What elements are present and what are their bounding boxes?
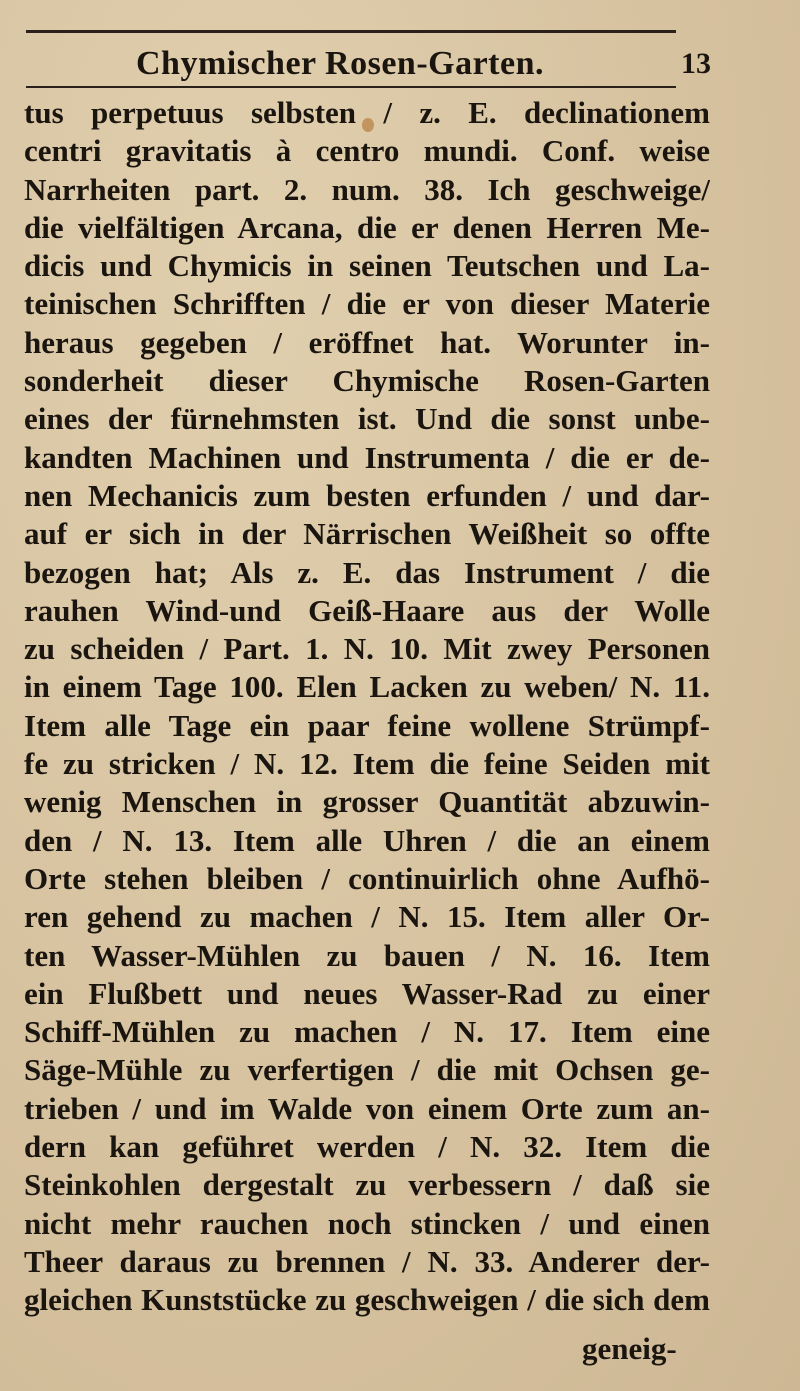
text-line: dern kan geführet werden / N. 32. Item die bbox=[24, 1129, 710, 1165]
text-line: gleichen Kunststücke zu geschweigen / die sich dem bbox=[24, 1282, 710, 1318]
header-rule bbox=[26, 86, 676, 88]
text-line: Steinkohlen dergestalt zu verbessern / daß sie bbox=[24, 1167, 710, 1203]
running-title: Chymischer Rosen-Garten. bbox=[136, 45, 544, 82]
text-line: dicis und Chymicis in seinen Teutschen und La- bbox=[24, 248, 710, 284]
text-line: Orte stehen bleiben / continuirlich ohne Aufhö- bbox=[24, 860, 710, 896]
running-header bbox=[26, 44, 711, 84]
text-line: nen Mechanicis zum besten erfunden / und dar- bbox=[24, 477, 710, 513]
text-line: Item alle Tage ein paar feine wollene Strümpf- bbox=[24, 707, 710, 743]
text-line: in einem Tage 100. Elen Lacken zu weben/ N. 11. bbox=[24, 669, 710, 705]
text-line: auf er sich in der Närrischen Weißheit so offte bbox=[24, 516, 710, 552]
text-line: ren gehend zu machen / N. 15. Item aller Or- bbox=[24, 899, 710, 935]
top-rule bbox=[26, 30, 676, 33]
catchword: geneig- bbox=[582, 1331, 677, 1366]
text-line: centri gravitatis à centro mundi. Conf. weise bbox=[24, 133, 710, 169]
text-line: trieben / und im Walde von einem Orte zum an- bbox=[24, 1090, 710, 1126]
text-line: rauhen Wind-und Geiß-Haare aus der Wolle bbox=[24, 592, 710, 628]
text-line: Schiff-Mühlen zu machen / N. 17. Item eine bbox=[24, 1014, 710, 1050]
text-line: Theer daraus zu brennen / N. 33. Anderer der- bbox=[24, 1243, 710, 1279]
text-line: wenig Menschen in grosser Quantität abzuwin- bbox=[24, 784, 710, 820]
text-line: teinischen Schrifften / die er von dieser Materie bbox=[24, 286, 710, 322]
text-line: heraus gegeben / eröffnet hat. Worunter in- bbox=[24, 324, 710, 360]
text-line: sonderheit dieser Chymische Rosen-Garten bbox=[24, 363, 710, 399]
text-line: bezogen hat; Als z. E. das Instrument / die bbox=[24, 554, 710, 590]
text-line: zu scheiden / Part. 1. N. 10. Mit zwey Personen bbox=[24, 631, 710, 667]
page-number: 13 bbox=[681, 47, 711, 80]
text-line: nicht mehr rauchen noch stincken / und einen bbox=[24, 1205, 710, 1241]
text-line: eines der fürnehmsten ist. Und die sonst unbe- bbox=[24, 401, 710, 437]
text-line: ten Wasser-Mühlen zu bauen / N. 16. Item bbox=[24, 937, 710, 973]
text-line: fe zu stricken / N. 12. Item die feine Seiden mit bbox=[24, 746, 710, 782]
text-line: den / N. 13. Item alle Uhren / die an einem bbox=[24, 822, 710, 858]
text-line: die vielfältigen Arcana, die er denen Herren Me- bbox=[24, 209, 710, 245]
body-text bbox=[24, 94, 710, 1320]
text-line: tus perpetuus selbsten / z. E. declinationem bbox=[24, 95, 710, 130]
text-line: kandten Machinen und Instrumenta / die er de- bbox=[24, 439, 710, 475]
text-line: Säge-Mühle zu verfertigen / die mit Ochsen ge- bbox=[24, 1052, 710, 1088]
text-line: Narrheiten part. 2. num. 38. Ich geschweige/ bbox=[24, 171, 710, 207]
text-line: ein Flußbett und neues Wasser-Rad zu einer bbox=[24, 975, 710, 1011]
